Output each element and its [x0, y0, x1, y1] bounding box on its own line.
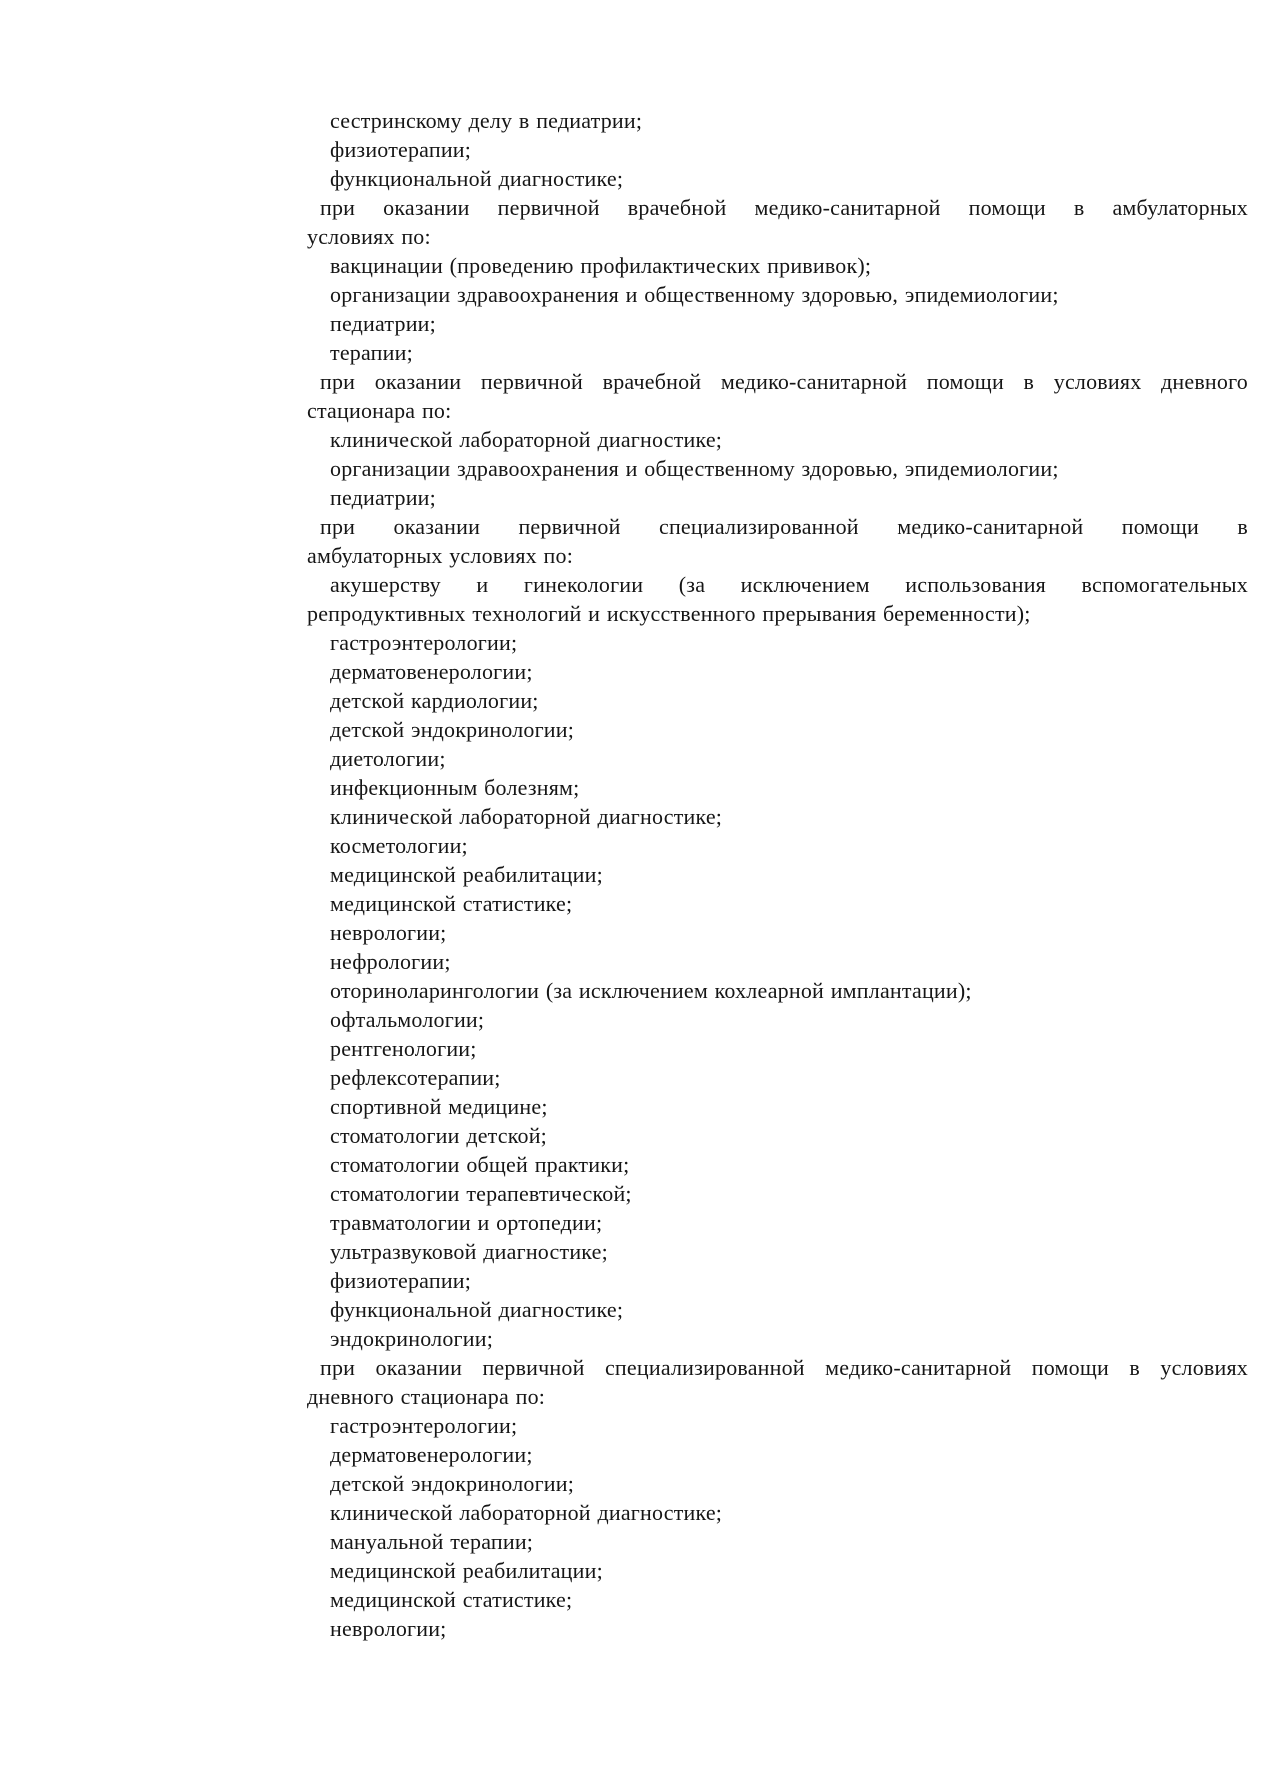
clause-line: при оказании первичной врачебной медико-санитарной помощи в амбулаторных — [320, 195, 1248, 220]
service-line: стоматологии детской; — [330, 1123, 547, 1148]
service-line: организации здравоохранения и общественному здоровью, эпидемиологии; — [330, 456, 1059, 481]
service-line: функциональной диагностике; — [330, 1297, 624, 1322]
service-line: детской кардиологии; — [330, 688, 539, 713]
license-services-text-block — [307, 106, 1248, 1643]
service-line: эндокринологии; — [330, 1326, 494, 1351]
service-line: офтальмологии; — [330, 1007, 485, 1032]
service-line: клинической лабораторной диагностике; — [330, 1500, 723, 1525]
clause-line: при оказании первичной врачебной медико-санитарной помощи в условиях дневного — [320, 369, 1248, 394]
service-line: репродуктивных технологий и искусственного прерывания беременности); — [307, 601, 1031, 626]
service-line: дерматовенерологии; — [330, 659, 533, 684]
service-line: неврологии; — [330, 1616, 447, 1641]
service-line: условиях по: — [307, 224, 431, 249]
service-line: медицинской реабилитации; — [330, 862, 603, 887]
service-line: рентгенологии; — [330, 1036, 477, 1061]
service-line: дерматовенерологии; — [330, 1442, 533, 1467]
service-line: организации здравоохранения и общественному здоровью, эпидемиологии; — [330, 282, 1059, 307]
service-line: медицинской статистике; — [330, 1587, 573, 1612]
service-line: спортивной медицине; — [330, 1094, 548, 1119]
service-line: детской эндокринологии; — [330, 1471, 575, 1496]
service-line: стоматологии общей практики; — [330, 1152, 630, 1177]
service-line: неврологии; — [330, 920, 447, 945]
service-line: физиотерапии; — [330, 1268, 472, 1293]
service-line: стационара по: — [307, 398, 452, 423]
service-line: ультразвуковой диагностике; — [330, 1239, 608, 1264]
service-line: стоматологии терапевтической; — [330, 1181, 632, 1206]
service-line: медицинской статистике; — [330, 891, 573, 916]
service-line: нефрологии; — [330, 949, 451, 974]
clause-line: при оказании первичной специализированной медико-санитарной помощи в — [320, 514, 1248, 539]
service-line: инфекционным болезням; — [330, 775, 580, 800]
service-line: амбулаторных условиях по: — [307, 543, 574, 568]
service-line: функциональной диагностике; — [330, 166, 624, 191]
service-line: косметологии; — [330, 833, 468, 858]
service-line: оториноларингологии (за исключением кохлеарной имплантации); — [330, 978, 972, 1003]
service-line: педиатрии; — [330, 485, 436, 510]
service-line: акушерству и гинекологии (за исключением использования вспомогательных — [330, 572, 1248, 597]
service-line: клинической лабораторной диагностике; — [330, 427, 723, 452]
service-line: медицинской реабилитации; — [330, 1558, 603, 1583]
service-line: травматологии и ортопедии; — [330, 1210, 603, 1235]
service-line: рефлексотерапии; — [330, 1065, 501, 1090]
service-line: дневного стационара по: — [307, 1384, 546, 1409]
service-line: терапии; — [330, 340, 413, 365]
service-line: диетологии; — [330, 746, 446, 771]
service-line: гастроэнтерологии; — [330, 1413, 518, 1438]
service-line: мануальной терапии; — [330, 1529, 534, 1554]
service-line: детской эндокринологии; — [330, 717, 575, 742]
service-line: гастроэнтерологии; — [330, 630, 518, 655]
service-line: клинической лабораторной диагностике; — [330, 804, 723, 829]
service-line: физиотерапии; — [330, 137, 472, 162]
service-line: сестринскому делу в педиатрии; — [330, 108, 643, 133]
clause-line: при оказании первичной специализированной медико-санитарной помощи в условиях — [320, 1355, 1248, 1380]
service-line: вакцинации (проведению профилактических прививок); — [330, 253, 872, 278]
service-line: педиатрии; — [330, 311, 436, 336]
